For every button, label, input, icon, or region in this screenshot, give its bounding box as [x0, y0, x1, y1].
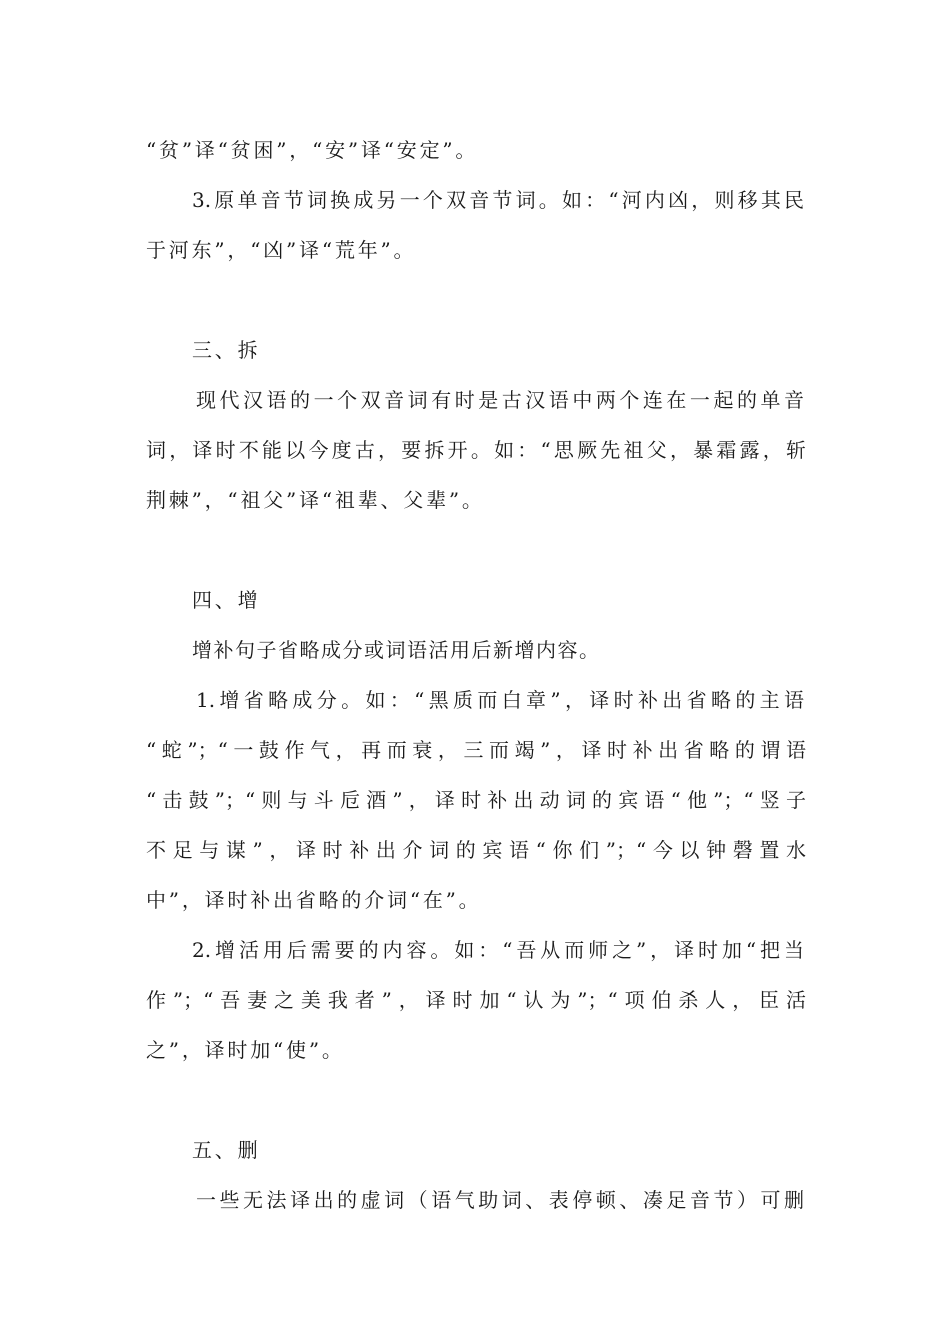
paragraph-line: 现代汉语的一个双音词有时是古汉语中两个连在一起的单音 — [196, 388, 804, 412]
paragraph-line: 词，译时不能以今度古，要拆开。如：“思厥先祖父，暴霜露，斩 — [146, 438, 806, 462]
paragraph-line: 2.增活用后需要的内容。如：“吾从而师之”，译时加“把当 — [192, 938, 804, 962]
paragraph-line: “蛇”；“一鼓作气，再而衰，三而竭”，译时补出省略的谓语 — [146, 738, 806, 762]
paragraph-line: 1.增省略成分。如：“黑质而白章”，译时补出省略的主语 — [196, 688, 804, 712]
section-heading: 四、增 — [192, 588, 261, 612]
section-heading: 三、拆 — [192, 338, 261, 362]
paragraph-line: 一些无法译出的虚词（语气助词、表停顿、凑足音节）可删 — [196, 1188, 804, 1212]
paragraph-line: 荆棘”，“祖父”译“祖辈、父辈”。 — [146, 488, 485, 512]
paragraph-line: 于河东”，“凶”译“荒年”。 — [146, 238, 417, 262]
paragraph-line: “贫”译“贫困”，“安”译“安定”。 — [146, 138, 479, 162]
section-heading: 五、删 — [192, 1138, 261, 1162]
paragraph-line: 中”，译时补出省略的介词“在”。 — [146, 888, 482, 912]
paragraph-line: 增补句子省略成分或词语活用后新增内容。 — [192, 638, 601, 662]
paragraph-line: 3.原单音节词换成另一个双音节词。如：“河内凶，则移其民 — [192, 188, 804, 212]
paragraph-line: 之”，译时加“使”。 — [146, 1038, 345, 1062]
paragraph-line: 作”；“吾妻之美我者”，译时加“认为”；“项伯杀人，臣活 — [146, 988, 806, 1012]
paragraph-line: “击鼓”；“则与斗卮酒”，译时补出动词的宾语“他”；“竖子 — [146, 788, 806, 812]
paragraph-line: 不足与谋”，译时补出介词的宾语“你们”；“今以钟磬置水 — [146, 838, 806, 862]
